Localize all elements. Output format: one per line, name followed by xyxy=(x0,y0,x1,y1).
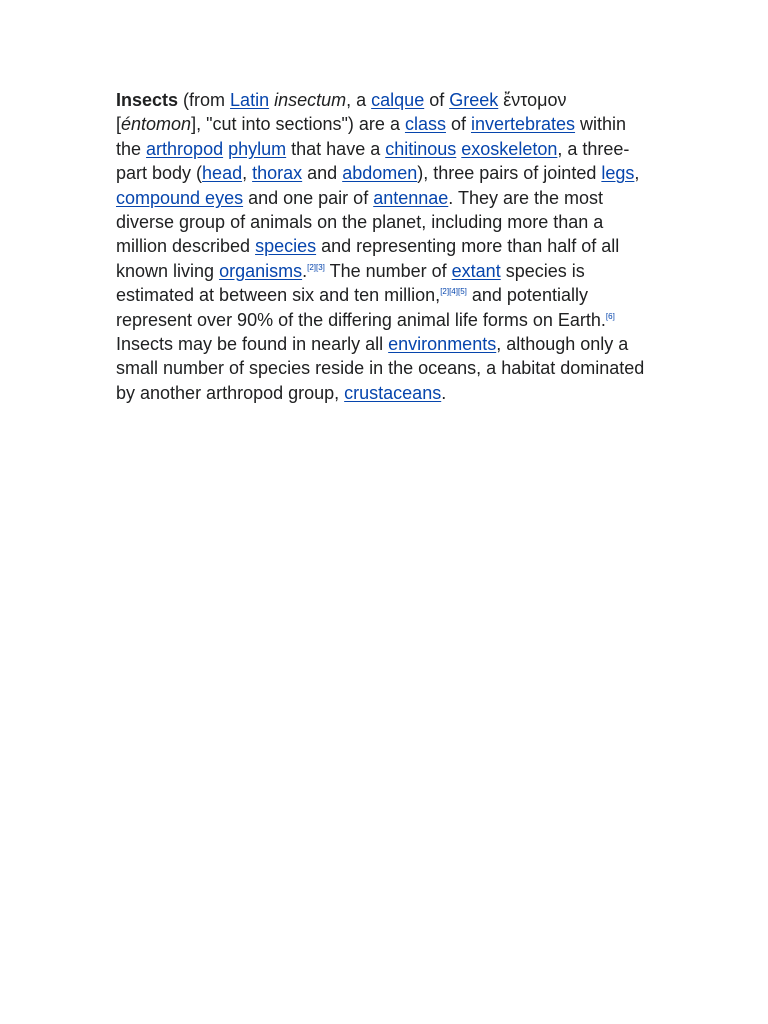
text-span: , although only a small number of species reside in the oceans, a habitat dominated by another arthropod group, xyxy=(116,334,645,403)
citation-link-2-3[interactable]: [2][3] xyxy=(307,262,325,272)
link-legs[interactable]: legs xyxy=(601,163,635,184)
link-extant[interactable]: extant xyxy=(451,260,501,281)
text-span: of xyxy=(445,114,471,135)
text-span: and xyxy=(302,163,343,184)
text-span: and one pair of xyxy=(243,187,374,208)
text-span: , xyxy=(634,163,640,184)
link-organisms[interactable]: organisms xyxy=(219,260,303,281)
text-span: ), three pairs of jointed xyxy=(417,163,602,184)
link-invertebrates[interactable]: invertebrates xyxy=(470,114,576,135)
link-exoskeleton[interactable]: exoskeleton xyxy=(461,138,558,159)
text-span: and representing more than half of all known living xyxy=(116,236,620,281)
link-greek[interactable]: Greek xyxy=(449,90,499,110)
citation-superscript xyxy=(606,312,615,321)
text-span: ], "cut into sections") are a xyxy=(191,114,405,135)
link-latin[interactable]: Latin xyxy=(230,90,270,110)
text-span: , a xyxy=(346,90,372,110)
citation-superscript xyxy=(440,287,467,296)
text-span: species is estimated at between six and ten million, xyxy=(116,260,585,306)
text-span: of xyxy=(424,90,450,110)
link-calque[interactable]: calque xyxy=(371,90,425,110)
link-abdomen[interactable]: abdomen xyxy=(342,163,418,184)
text-span: that have a xyxy=(286,138,386,159)
text-span: . xyxy=(302,260,308,281)
citation-link-6[interactable]: [6] xyxy=(605,311,615,321)
link-head[interactable]: head xyxy=(202,163,243,184)
citation-link-2-4-5[interactable]: [2][4][5] xyxy=(440,287,467,297)
text-span: (from xyxy=(178,90,231,110)
link-environments[interactable]: environments xyxy=(388,334,497,355)
link-phylum[interactable]: phylum xyxy=(228,138,287,159)
text-span: , xyxy=(242,163,253,184)
link-antennae[interactable]: antennae xyxy=(373,187,449,208)
link-chitinous[interactable]: chitinous xyxy=(385,138,457,159)
text-span: . xyxy=(441,382,447,403)
article-paragraph xyxy=(116,88,652,405)
transliteration-term: éntomon xyxy=(121,114,192,135)
link-compound-eyes[interactable]: compound eyes xyxy=(116,187,244,208)
greek-term: ἔντομον [ xyxy=(116,90,567,135)
link-thorax[interactable]: thorax xyxy=(252,163,303,184)
text-span: and potentially represent over 90% of the differing animal life forms on Earth. xyxy=(116,285,606,330)
link-crustaceans[interactable]: crustaceans xyxy=(344,382,442,403)
text-span: . They are the most diverse group of animals on the planet, including more than a million described xyxy=(116,187,604,257)
latin-term: insectum xyxy=(274,90,347,110)
text-span: , a three-part body ( xyxy=(116,138,630,184)
text-span: Insects may be found in nearly all xyxy=(116,334,389,355)
text-span: within the xyxy=(116,114,627,159)
citation-superscript xyxy=(307,263,325,272)
link-species[interactable]: species xyxy=(255,236,317,257)
article-title-term: Insects xyxy=(116,90,179,110)
link-class[interactable]: class xyxy=(404,114,446,135)
text-span: The number of xyxy=(324,260,452,281)
link-arthropod[interactable]: arthropod xyxy=(146,138,224,159)
